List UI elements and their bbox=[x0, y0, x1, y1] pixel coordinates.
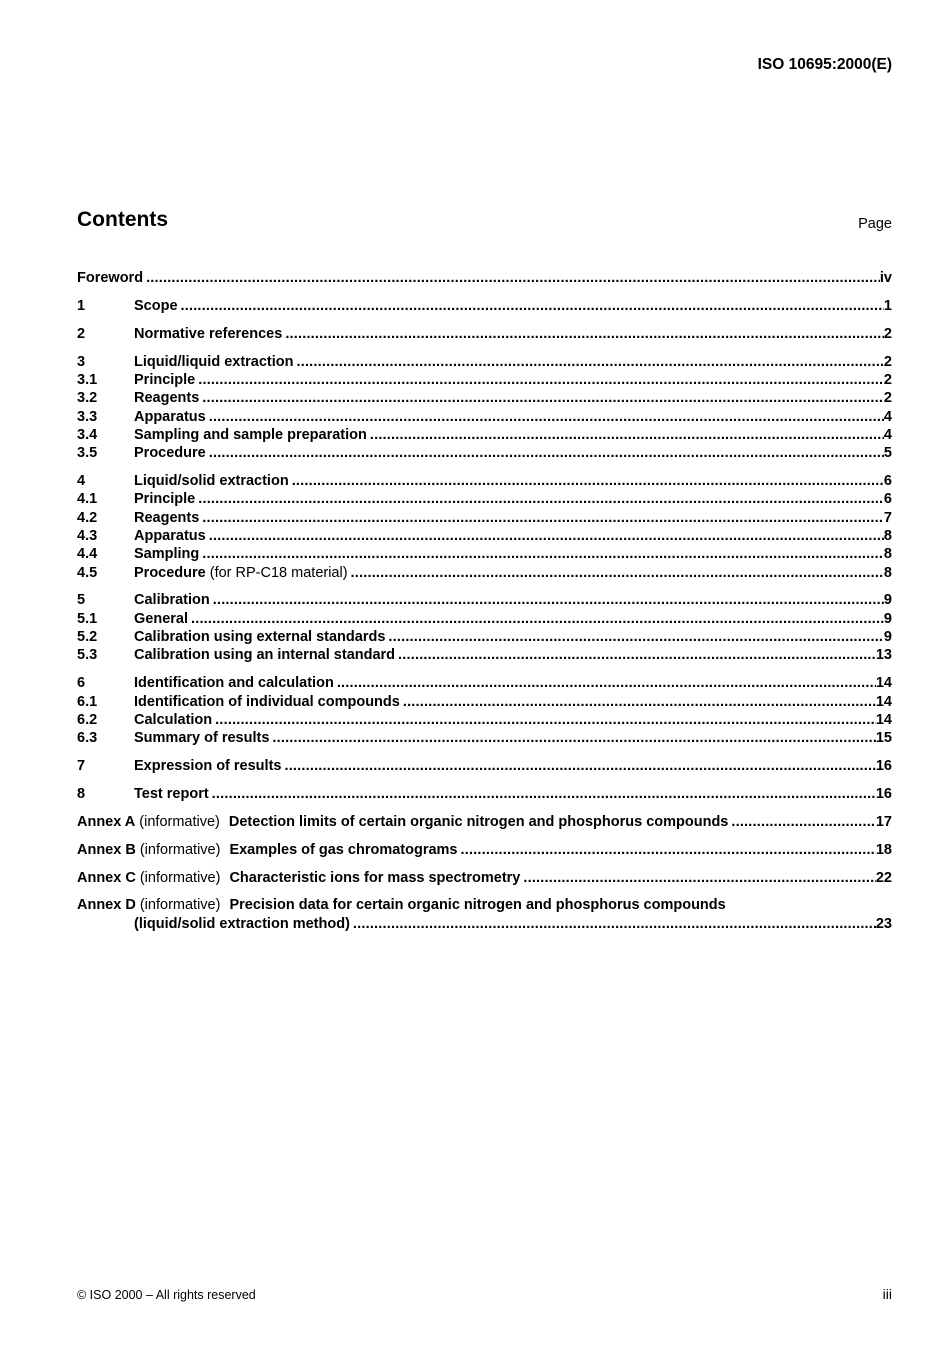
toc-entry-number: 5 bbox=[77, 592, 86, 609]
toc-entry-number: 6.2 bbox=[77, 711, 98, 728]
toc-entry[interactable] bbox=[77, 610, 892, 628]
toc-entry[interactable] bbox=[77, 729, 892, 747]
toc-entry-page: 22 bbox=[875, 869, 892, 886]
toc-entry[interactable] bbox=[77, 408, 892, 426]
dot-leader bbox=[215, 711, 876, 729]
annex-label bbox=[77, 896, 220, 914]
toc-entry[interactable] bbox=[77, 591, 892, 609]
annex-kind: (informative) bbox=[135, 813, 220, 830]
annex-label bbox=[77, 813, 220, 831]
toc-entry-page: 4 bbox=[883, 408, 892, 425]
toc-entry[interactable] bbox=[77, 785, 892, 803]
dot-leader bbox=[292, 472, 884, 490]
page-title: Contents bbox=[77, 208, 168, 231]
toc-entry-page: 14 bbox=[875, 711, 892, 728]
toc-entry-page: 13 bbox=[875, 647, 892, 664]
toc-entry[interactable] bbox=[77, 426, 892, 444]
toc-entry-number: 3 bbox=[77, 353, 86, 370]
toc-entry-number: 5.1 bbox=[77, 610, 98, 627]
annex-label bbox=[77, 841, 220, 859]
toc-entry[interactable] bbox=[77, 297, 892, 315]
dot-leader bbox=[398, 646, 876, 664]
toc-entry-title bbox=[134, 564, 348, 582]
annex-letter: Annex A bbox=[77, 813, 136, 830]
toc-entry[interactable] bbox=[77, 444, 892, 462]
toc-entry-page: 23 bbox=[875, 915, 892, 932]
toc-annex-entry[interactable] bbox=[77, 869, 892, 887]
toc-entry-page: 15 bbox=[875, 730, 892, 747]
toc-entry-number: 4.1 bbox=[77, 491, 98, 508]
toc-entry-number: 4.4 bbox=[77, 546, 98, 563]
toc-entry[interactable] bbox=[77, 545, 892, 563]
toc-entry[interactable] bbox=[77, 646, 892, 664]
toc-annex-entry[interactable] bbox=[77, 896, 892, 914]
toc-entry-title: Principle bbox=[134, 491, 196, 508]
toc-entry-title: Test report bbox=[134, 785, 209, 802]
toc-entry[interactable] bbox=[77, 389, 892, 407]
toc-entry-title: Expression of results bbox=[134, 757, 282, 774]
page-column-label: Page bbox=[858, 216, 892, 232]
toc-entry-page: 2 bbox=[883, 325, 892, 342]
toc-entry-title-note: (for RP-C18 material) bbox=[205, 564, 348, 581]
page-number: iii bbox=[882, 1286, 892, 1302]
dot-leader bbox=[212, 785, 876, 803]
toc-entry-title: Sampling and sample preparation bbox=[134, 426, 367, 443]
toc-entry-number: 6 bbox=[77, 675, 86, 692]
annex-title: Detection limits of certain organic nitrogen and phosphorus compounds bbox=[228, 813, 729, 830]
toc-entry-page: 6 bbox=[883, 491, 892, 508]
annex-letter: Annex B bbox=[77, 841, 136, 858]
annex-kind: (informative) bbox=[135, 869, 221, 886]
toc-entry[interactable] bbox=[77, 674, 892, 692]
toc-entry-page: 9 bbox=[883, 592, 892, 609]
toc-entry-number: 1 bbox=[77, 297, 86, 314]
toc-entry-page: iv bbox=[879, 270, 892, 286]
annex-letter: Annex C bbox=[77, 869, 136, 886]
toc-entry-page: 8 bbox=[883, 564, 892, 581]
toc-entry-number: 5.2 bbox=[77, 629, 98, 646]
dot-leader bbox=[353, 915, 876, 933]
annex-kind: (informative) bbox=[135, 897, 221, 914]
dot-leader bbox=[461, 841, 876, 859]
toc-entry-page: 1 bbox=[883, 297, 892, 314]
toc-entry[interactable] bbox=[77, 564, 892, 582]
dot-leader bbox=[198, 490, 884, 508]
toc-entry-title: Reagents bbox=[134, 509, 200, 526]
toc-entry-title: Calibration using external standards bbox=[134, 629, 386, 646]
toc-entry-title: Principle bbox=[134, 371, 196, 388]
toc-entry-number: 4.5 bbox=[77, 564, 98, 581]
toc-entry-title: Scope bbox=[134, 297, 178, 314]
toc-entry-number: 3.1 bbox=[77, 371, 98, 388]
annex-title: Precision data for certain organic nitrogen and phosphorus compounds bbox=[229, 897, 726, 914]
toc-entry-page: 16 bbox=[875, 757, 892, 774]
toc-entry-title: Calibration bbox=[134, 592, 210, 609]
toc-entry-page: 14 bbox=[875, 675, 892, 692]
dot-leader bbox=[351, 564, 884, 582]
toc-entry-number: 4.2 bbox=[77, 509, 98, 526]
dot-leader bbox=[337, 674, 876, 692]
toc-annex-entry[interactable] bbox=[77, 813, 892, 831]
dot-leader bbox=[370, 426, 884, 444]
dot-leader bbox=[202, 509, 884, 527]
dot-leader bbox=[731, 813, 875, 831]
toc-entry-title: Foreword bbox=[77, 270, 144, 286]
toc-entry-title: Sampling bbox=[134, 546, 200, 563]
toc-entry-title: Normative references bbox=[134, 325, 283, 342]
toc-entry-title: Identification and calculation bbox=[134, 675, 334, 692]
toc-entry[interactable] bbox=[77, 527, 892, 545]
toc-entry-page: 14 bbox=[875, 693, 892, 710]
dot-leader bbox=[181, 297, 884, 315]
toc-entry-title: Apparatus bbox=[134, 408, 206, 425]
dot-leader bbox=[285, 325, 884, 343]
toc-entry-title: Calculation bbox=[134, 711, 213, 728]
annex-title: Characteristic ions for mass spectrometry bbox=[229, 869, 521, 886]
toc-entry-number: 4 bbox=[77, 473, 86, 490]
annex-label bbox=[77, 869, 220, 887]
toc-entry-page: 8 bbox=[883, 546, 892, 563]
toc-entry-title: Identification of individual compounds bbox=[134, 693, 400, 710]
toc-entry-number: 3.3 bbox=[77, 408, 98, 425]
table-of-contents bbox=[77, 269, 892, 933]
dot-leader bbox=[198, 371, 884, 389]
toc-entry-title: Summary of results bbox=[134, 730, 270, 747]
toc-entry[interactable] bbox=[77, 325, 892, 343]
toc-entry[interactable] bbox=[77, 693, 892, 711]
toc-entry[interactable] bbox=[77, 353, 892, 371]
annex-title: Examples of gas chromatograms bbox=[229, 841, 458, 858]
toc-entry-number: 2 bbox=[77, 325, 86, 342]
toc-entry-title: Liquid/solid extraction bbox=[134, 473, 289, 490]
toc-entry-page: 2 bbox=[883, 390, 892, 407]
annex-letter: Annex D bbox=[77, 897, 136, 914]
toc-annex-entry-continuation[interactable] bbox=[77, 915, 892, 933]
dot-leader bbox=[202, 389, 884, 407]
toc-entry-page: 16 bbox=[875, 785, 892, 802]
toc-entry-number: 6.3 bbox=[77, 730, 98, 747]
toc-entry-page: 9 bbox=[883, 610, 892, 627]
toc-entry-title: Procedure bbox=[134, 445, 206, 462]
toc-annex-entry[interactable] bbox=[77, 841, 892, 859]
toc-entry-number: 7 bbox=[77, 757, 86, 774]
toc-entry[interactable] bbox=[77, 472, 892, 490]
toc-entry-page: 6 bbox=[883, 473, 892, 490]
toc-entry-page: 17 bbox=[875, 813, 892, 830]
toc-entry[interactable] bbox=[77, 628, 892, 646]
toc-entry[interactable] bbox=[77, 757, 892, 775]
toc-entry-number: 3.2 bbox=[77, 390, 98, 407]
dot-leader bbox=[202, 545, 884, 563]
dot-leader bbox=[209, 408, 884, 426]
toc-entry-page: 9 bbox=[883, 629, 892, 646]
annex-title-continuation: (liquid/solid extraction method) bbox=[134, 915, 350, 932]
dot-leader bbox=[272, 729, 875, 747]
toc-entry-title-main: Procedure bbox=[134, 564, 206, 581]
toc-entry-number: 3.4 bbox=[77, 426, 98, 443]
toc-entry-page: 2 bbox=[883, 371, 892, 388]
toc-entry-number: 3.5 bbox=[77, 445, 98, 462]
toc-entry-title: General bbox=[134, 610, 188, 627]
dot-leader bbox=[523, 869, 876, 887]
dot-leader bbox=[213, 591, 884, 609]
toc-entry[interactable] bbox=[77, 490, 892, 508]
dot-leader bbox=[403, 693, 876, 711]
toc-entry-number: 6.1 bbox=[77, 693, 98, 710]
toc-entry-page: 2 bbox=[883, 353, 892, 370]
toc-entry-number: 5.3 bbox=[77, 647, 98, 664]
dot-leader bbox=[388, 628, 884, 646]
toc-entry-number: 8 bbox=[77, 785, 86, 802]
toc-entry-page: 8 bbox=[883, 527, 892, 544]
toc-entry-page: 4 bbox=[883, 426, 892, 443]
toc-entry-number: 4.3 bbox=[77, 527, 98, 544]
toc-entry-page: 7 bbox=[883, 509, 892, 526]
toc-entry[interactable] bbox=[77, 509, 892, 527]
toc-entry[interactable] bbox=[77, 711, 892, 729]
dot-leader bbox=[297, 353, 884, 371]
document-id: ISO 10695:2000(E) bbox=[757, 56, 892, 73]
toc-entry-title: Reagents bbox=[134, 390, 200, 407]
dot-leader bbox=[209, 444, 884, 462]
toc-entry[interactable] bbox=[77, 371, 892, 389]
toc-entry-title: Liquid/liquid extraction bbox=[134, 353, 294, 370]
dot-leader bbox=[209, 527, 884, 545]
dot-leader bbox=[146, 269, 880, 287]
toc-entry-title: Apparatus bbox=[134, 527, 206, 544]
toc-entry-page: 5 bbox=[883, 445, 892, 462]
toc-entry-title: Calibration using an internal standard bbox=[134, 647, 396, 664]
dot-leader bbox=[284, 757, 875, 775]
dot-leader bbox=[191, 610, 884, 628]
annex-kind: (informative) bbox=[135, 841, 221, 858]
toc-entry-page: 18 bbox=[875, 841, 892, 858]
copyright-notice: © ISO 2000 – All rights reserved bbox=[77, 1288, 256, 1302]
toc-entry-foreword[interactable] bbox=[77, 269, 892, 287]
